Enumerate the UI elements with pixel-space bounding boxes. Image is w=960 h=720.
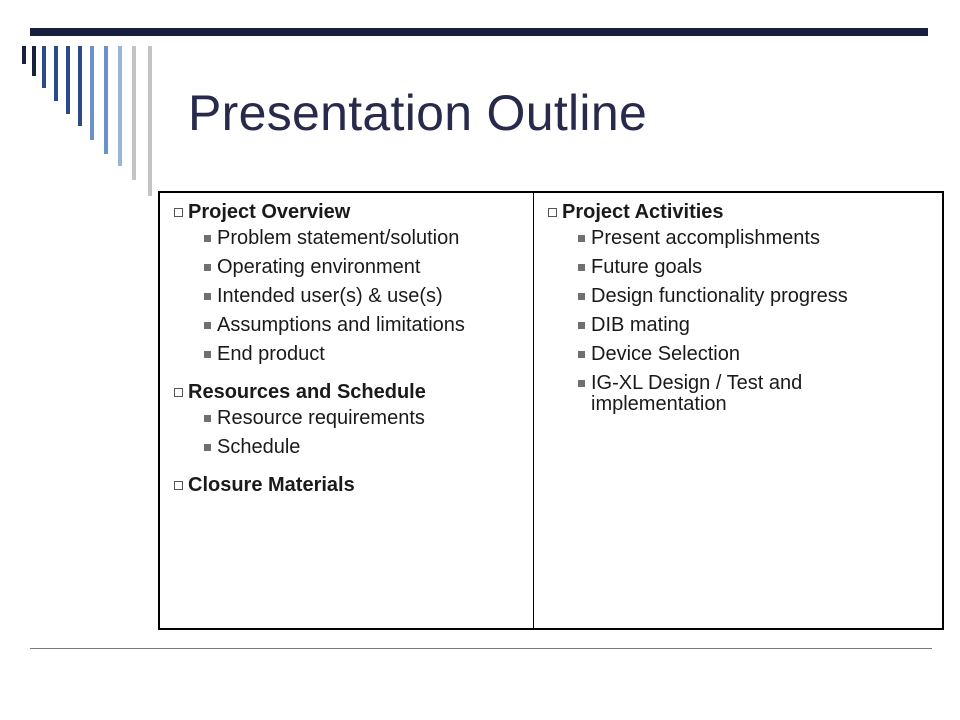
hollow-square-bullet-icon (174, 388, 183, 397)
list-item: Present accomplishments (544, 228, 942, 249)
list-item: Schedule (170, 437, 533, 458)
list-item: Problem statement/solution (170, 228, 533, 249)
decorative-stripe (132, 46, 136, 180)
decorative-stripe (66, 46, 70, 114)
square-bullet-icon (204, 293, 211, 300)
hollow-square-bullet-icon (174, 481, 183, 490)
decorative-stripe (104, 46, 108, 154)
square-bullet-icon (204, 415, 211, 422)
section-heading: Project Overview (188, 201, 351, 223)
left-column (159, 192, 534, 629)
list-item: Design functionality progress (544, 286, 942, 307)
square-bullet-icon (204, 235, 211, 242)
list-item: Future goals (544, 257, 942, 278)
list-item: DIB mating (544, 315, 942, 336)
list-item: Device Selection (544, 344, 942, 365)
right-column (534, 192, 944, 629)
hollow-square-bullet-icon (174, 208, 183, 217)
outline-table (158, 191, 944, 630)
square-bullet-icon (204, 264, 211, 271)
square-bullet-icon (578, 380, 585, 387)
list-item: Assumptions and limitations (170, 315, 533, 336)
square-bullet-icon (578, 293, 585, 300)
list-item: IG-XL Design / Test and implementation (544, 373, 942, 415)
list-item: End product (170, 344, 533, 365)
square-bullet-icon (578, 351, 585, 358)
section-closure-materials (170, 474, 533, 496)
decorative-stripe (78, 46, 82, 126)
square-bullet-icon (204, 322, 211, 329)
square-bullet-icon (578, 264, 585, 271)
section-project-activities (544, 201, 942, 415)
list-item: Intended user(s) & use(s) (170, 286, 533, 307)
decorative-stripes (22, 46, 162, 216)
section-heading: Closure Materials (188, 474, 355, 496)
list-item: Resource requirements (170, 408, 533, 429)
square-bullet-icon (578, 322, 585, 329)
square-bullet-icon (204, 444, 211, 451)
section-heading: Project Activities (562, 201, 724, 223)
section-heading: Resources and Schedule (188, 381, 426, 403)
section-resources-and-schedule (170, 381, 533, 458)
decorative-stripe (22, 46, 26, 64)
top-rule (30, 28, 928, 36)
right-column-list (534, 193, 942, 415)
decorative-stripe (90, 46, 94, 140)
decorative-stripe (32, 46, 36, 76)
slide-title: Presentation Outline (188, 85, 648, 141)
decorative-stripe (54, 46, 58, 101)
left-column-list (160, 193, 533, 496)
square-bullet-icon (578, 235, 585, 242)
hollow-square-bullet-icon (548, 208, 557, 217)
decorative-stripe (118, 46, 122, 166)
square-bullet-icon (204, 351, 211, 358)
decorative-stripe (148, 46, 152, 196)
list-item: Operating environment (170, 257, 533, 278)
decorative-stripe (42, 46, 46, 88)
section-project-overview (170, 201, 533, 365)
bottom-rule (30, 648, 932, 649)
